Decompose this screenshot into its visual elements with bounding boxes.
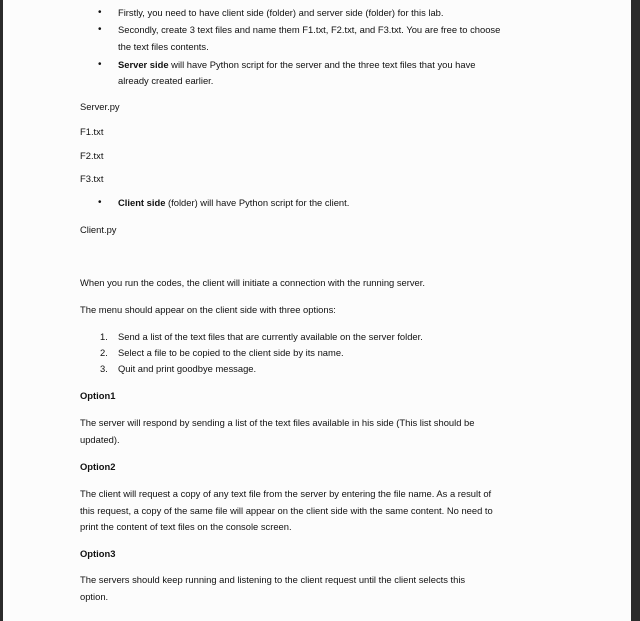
- option3-heading: Option3: [80, 548, 116, 559]
- document-page: [3, 0, 631, 621]
- bullet-dot: •: [98, 7, 102, 18]
- option3-line-2: option.: [80, 591, 109, 602]
- option1-line-1: The server will respond by sending a list of the text files available in his side (This list should be: [80, 417, 475, 428]
- bullet-dot: •: [98, 24, 102, 35]
- menu-item-3-number: 3.: [100, 363, 108, 374]
- option3-line-1: The servers should keep running and listening to the client request until the client selects this: [80, 574, 466, 585]
- option2-line-1: The client will request a copy of any text file from the server by entering the file name. As a result of: [80, 488, 492, 499]
- client-py-label: Client.py: [80, 224, 117, 235]
- bullet-3-line-1: [118, 57, 476, 73]
- bullet-2-line-2: the text files contents.: [118, 41, 209, 52]
- bullet-3-line-2: already created earlier.: [118, 75, 214, 86]
- server-side-bold: Server side: [118, 59, 169, 70]
- f2-txt-label: F2.txt: [80, 150, 104, 161]
- server-py-label: Server.py: [80, 101, 120, 112]
- menu-item-1-number: 1.: [100, 331, 108, 342]
- client-bullet: [118, 195, 349, 211]
- bullet-dot: •: [98, 197, 102, 208]
- option2-heading: Option2: [80, 461, 116, 472]
- menu-item-3-text: Quit and print goodbye message.: [118, 363, 257, 374]
- bullet-2-line-1: Secondly, create 3 text files and name them F1.txt, F2.txt, and F3.txt. You are free to choose: [118, 24, 501, 35]
- bullet-dot: •: [98, 59, 102, 70]
- option1-heading: Option1: [80, 390, 116, 401]
- menu-item-1-text: Send a list of the text files that are currently available on the server folder.: [118, 331, 423, 342]
- intro-paragraph: When you run the codes, the client will initiate a connection with the running server.: [80, 277, 425, 288]
- option2-line-2: this request, a copy of the same file will appear on the client side with the same content. No need to: [80, 505, 493, 516]
- bullet-3-rest: will have Python script for the server and the three text files that you have: [168, 59, 476, 70]
- bullet-1-line-1: Firstly, you need to have client side (folder) and server side (folder) for this lab.: [118, 7, 444, 18]
- option1-line-2: updated).: [80, 434, 120, 445]
- f1-txt-label: F1.txt: [80, 126, 104, 137]
- menu-item-2-number: 2.: [100, 347, 108, 358]
- menu-intro-paragraph: The menu should appear on the client side with three options:: [80, 304, 336, 315]
- f3-txt-label: F3.txt: [80, 173, 104, 184]
- menu-item-2-text: Select a file to be copied to the client side by its name.: [118, 347, 344, 358]
- option2-line-3: print the content of text files on the console screen.: [80, 521, 292, 532]
- client-bullet-rest: (folder) will have Python script for the client.: [165, 197, 350, 208]
- client-side-bold: Client side: [118, 197, 166, 208]
